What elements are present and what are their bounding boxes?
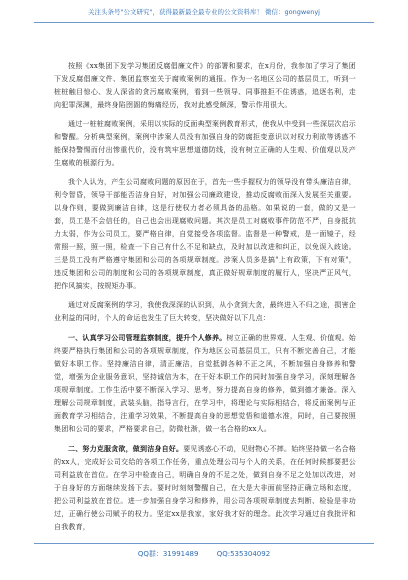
paragraph-4: 通过对反腐案例的学习，我使我深深的认识到，从小贪到大贪，最终进入不归之途，损害企业利益的同时，个人的命运也发生了巨大转变，坚决做好以下几点： [54,301,356,322]
paragraph-2: 通过一桩桩腐败案例，采用以实际的反面典型案例教育形式，使我从中受到一些深层次启示和警醒。分析典型案例，案例中涉案人员没有加强自身的防腐拒变意识以对权力利欲等诱惑不能保持警惕而付出惨重代价，没有筑牢思想道德防线，没有树立正确的人生观、价值观以及产生腐败的根源行为。 [54,120,356,167]
paragraph-6-heading: 二、努力克服贪欲，做到洁身自好。 [68,444,184,453]
paragraph-5-heading: 一、认真学习公司管理监察制度，提升个人修养。 [68,333,227,342]
footer-divider [34,543,374,544]
paragraph-3: 我个人认为，产生公司腐败问题的原因在于，首先一些手握权力的领导没有带头廉洁自律，利令智昏，领导干部能否洁身自好，对加强公司廉政建设，推动反腐败而深入发展至关重要。以身作则，要做到廉洁自律，这是行使权力者必须具备的品格。如果说的一套，做的又是一套，员工是不会信任的，自己也会出现腐败问题。其次是员工对腐败事件防范不严，自身抵抗力太弱，作为公司员工，要严格自律，自觉接受各项监督。监督是一种警戒，是一面镜子，经常照一照，照一照，检查一下自己有什么不足和缺点，及时加以改进和纠正，以免误入歧途。三是员工没有严格遵守集团和公司的各项规章制度。涉案人员多是搞"上有政策，下有对策"，违反集团和公司的制度和公司的各项规章制度，真正做好规章制度的履行人，坚决严正风气，把作风搞实，按规矩办事。 [54,178,356,290]
footer-qq: QQ:535304092 [216,550,271,558]
footer-qq-group: QQ群：31991489 [137,550,199,558]
paragraph-5: 一、认真学习公司管理监察制度，提升个人修养。树立正确的世界观、人生观、价值观。始终要严格执行集团和公司的各项规章制度，作为地区公司基层员工，只有不断完善自己，才能做好本职工作。坚持廉洁自律，清正廉洁，自觉抵御各种不正之风，不断加强自身修养和警觉，增强为企业服务意识，坚持诚信为本，在干好本职工作的同时加强自身学习，深刻理解各项规章制度。工作生活中要不断深入学习、思考，努力提高自身的修养，做到德才兼备。深入理解公司规章制度，武装头脑，指导言行，在学习中，将理论与实际相结合，将反面案例与正面教育学习相结合，注重学习效果，不断提高自身的思想觉悟和道德水准，同时，自己要按照集团和公司的要求，严格要求自己，防微杜渐，做一名合格的xx人。 [54,333,357,433]
page-footer [34,548,374,560]
paragraph-6: 二、努力克服贪欲，做到洁身自好。要见诱惑心不动，见财物心不摔。始终坚持做一名合格的xx人，完成好公司交给的各项工作任务，重点处理公司与个人的关系，在任何时候都要把公司利益放在首位。在学习中检查自己，明确自身的不足之处，做到自身不足之处加以改进，对于自身好的方面继续发扬下去。要时时刻刻警醒自己，在大是大非面前坚持正确立场和态度，把公司利益放在首位。进一步加强自身学习和修养，用公司各项规章制度去判断、检验是非功过，正确行使公司赋予的权力。坚定xx是我家，家好我才好的理念。此次学习通过自我批评和自我教育， [54,444,357,531]
document-body [54,60,356,540]
paragraph-1: 按照《xx集团下发学习集团反腐倡廉文件》的部署和要求，在x月份，我参加了学习了集团下发反腐倡廉文件、集团监察室关于腐败案例的通报。作为一名地区公司的基层员工，听到一桩桩触目惊心、发人深省的贪污腐败案例，看到一些领导、同事推拒不住诱惑，追逐名利，走向犯罪深渊，最终身陷囹圄的悔痛经历，我对此感受颇深，警示作用很大。 [54,62,356,109]
page-header: 关注头条号"公文研究"，获得最新最全最专业的公文资料库！ 微信：gongwenyj [88,8,320,16]
header-divider [34,22,374,23]
